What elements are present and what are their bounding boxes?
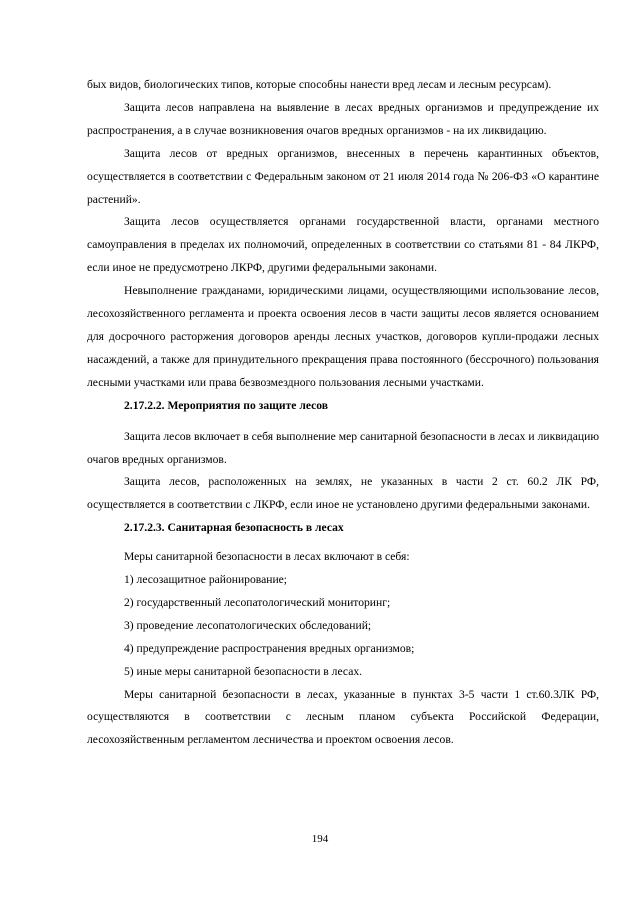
list-item: 3) проведение лесопатологических обследований; xyxy=(124,618,372,632)
spacer xyxy=(87,418,599,426)
paragraph: Защита лесов осуществляется органами государственной власти, органами местного самоуправления в пределах их полномочий, определенных в соответствии со статьями 81 - 84 ЛКРФ, если иное не предусмотрено ЛКРФ, другими федеральными законами. xyxy=(87,215,599,275)
section-heading: 2.17.2.3. Санитарная безопасность в лесах xyxy=(124,521,344,535)
page-number: 194 xyxy=(311,833,329,845)
paragraph: Меры санитарной безопасности в лесах, указанные в пунктах 3-5 части 1 ст.60.3ЛК РФ, осуществляются в соответствии с лесным планом субъекта Российской Федерации, лесохозяйственным регламентом лесничества и проектом освоения лесов. xyxy=(87,687,599,747)
list-intro: Меры санитарной безопасности в лесах включают в себя: xyxy=(124,550,410,564)
paragraph: Защита лесов, расположенных на землях, не указанных в части 2 ст. 60.2 ЛК РФ, осуществляется в соответствии с ЛКРФ, если иное не установлено другими федеральными законами. xyxy=(87,475,599,512)
list-item: 1) лесозащитное районирование; xyxy=(124,573,288,587)
paragraph: Защита лесов направлена на выявление в лесах вредных организмов и предупреждение их распространения, а в случае возникновения очагов вредных организмов - на их ликвидацию. xyxy=(87,100,599,137)
paragraph: Невыполнение гражданами, юридическими лицами, осуществляющими использование лесов, лесохозяйственного регламента и проекта освоения лесов в части защиты лесов является основанием для досрочного расторжения договоров аренды лесных участков, договоров купли-продажи лесных насаждений, а также для принудительного прекращения права постоянного (бессрочного) пользования лесными участками или права безвозмездного пользования лесными участками. xyxy=(87,284,599,389)
list-item: 4) предупреждение распространения вредных организмов; xyxy=(124,641,415,655)
paragraph: Защита лесов от вредных организмов, внесенных в перечень карантинных объектов, осуществляется в соответствии с Федеральным законом от 21 июля 2014 года № 206-ФЗ «О карантине растений». xyxy=(87,146,599,206)
section-heading: 2.17.2.2. Мероприятия по защите лесов xyxy=(124,398,329,412)
paragraph-continuation: бых видов, биологических типов, которые способны нанести вред лесам и лесным ресурсам). xyxy=(87,78,552,91)
paragraph: Защита лесов включает в себя выполнение мер санитарной безопасности в лесах и ликвидацию очагов вредных организмов. xyxy=(87,429,599,466)
page-content xyxy=(87,74,599,752)
list-item: 5) иные меры санитарной безопасности в лесах. xyxy=(124,664,363,678)
list-item: 2) государственный лесопатологический мониторинг; xyxy=(124,595,391,609)
